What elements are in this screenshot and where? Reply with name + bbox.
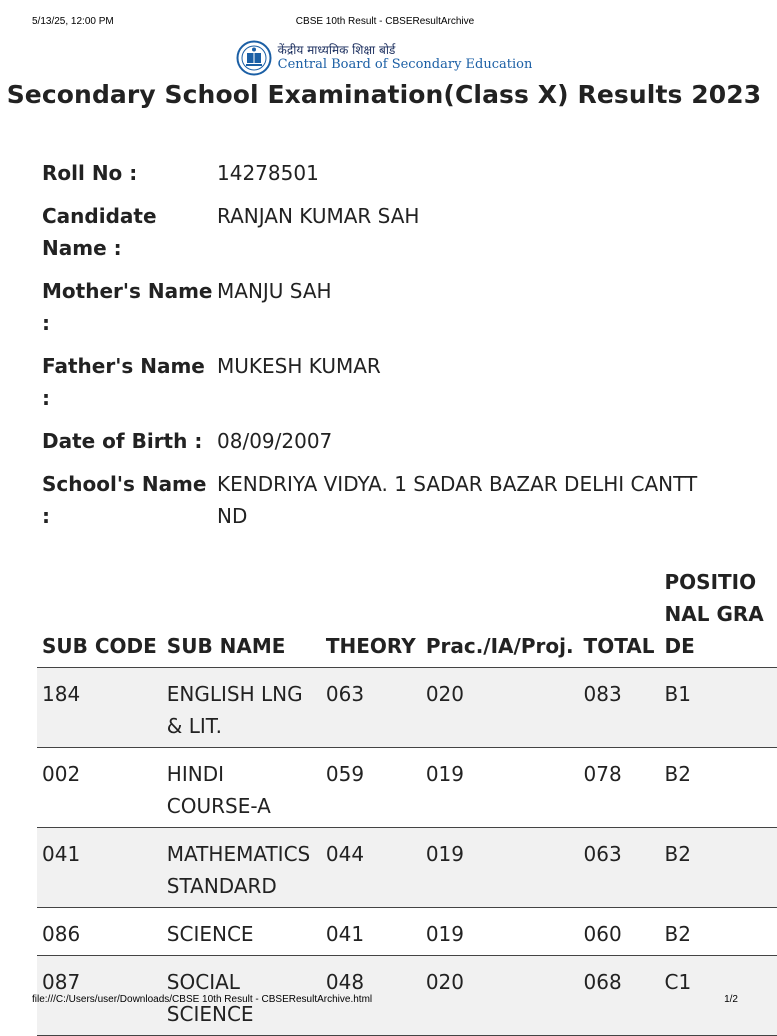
cell-theory: 059 [321,748,421,828]
cbse-emblem-icon [236,40,272,76]
cell-sub-name: HINDI COURSE-A [162,748,321,828]
cell-theory: 063 [321,668,421,748]
cell-sub-code: 184 [37,668,162,748]
cell-grade: B2 [660,828,777,908]
cell-total: 068 [579,956,660,1036]
father-name-row [42,350,732,414]
mother-name-row [42,275,732,339]
cell-practical: 019 [421,908,579,956]
candidate-name-label: Candidate Name : [42,204,157,260]
header-positional-grade [660,562,777,668]
cell-total: 078 [579,748,660,828]
dob-label: Date of Birth : [42,429,203,453]
header-sub-name: SUB NAME [162,562,321,668]
mother-name-label: Mother's Name : [42,279,213,335]
page-title: Secondary School Examination(Class X) Results 2023 [6,80,762,109]
table-row [37,828,777,908]
cell-total: 063 [579,828,660,908]
roll-no-value: 14278501 [217,161,319,185]
print-datetime: 5/13/25, 12:00 PM [32,16,114,27]
cell-sub-code: 086 [37,908,162,956]
cell-practical: 020 [421,956,579,1036]
print-footer [32,994,738,1008]
header-practical: Prac./IA/Proj. [421,562,579,668]
cell-theory: 044 [321,828,421,908]
cell-grade: B2 [660,908,777,956]
mother-name-value: MANJU SAH [217,279,332,303]
cbse-logo [0,38,768,78]
print-document-title: CBSE 10th Result - CBSEResultArchive [295,16,475,27]
cell-sub-code: 041 [37,828,162,908]
cell-practical: 019 [421,828,579,908]
print-header [32,16,738,30]
school-name-value: KENDRIYA VIDYA. 1 SADAR BAZAR DELHI CANTT ND [217,472,698,528]
school-name-row [42,468,732,532]
candidate-details [42,157,732,543]
father-name-value: MUKESH KUMAR [217,354,381,378]
cell-grade: B1 [660,668,777,748]
cell-sub-name: ENGLISH LNG & LIT. [162,668,321,748]
cell-sub-name: SOCIAL SCIENCE [162,956,321,1036]
candidate-name-row [42,200,732,264]
logo-hindi-text: केंद्रीय माध्यमिक शिक्षा बोर्ड [277,43,396,57]
dob-value: 08/09/2007 [217,429,333,453]
cell-sub-name: MATHEMATICS STANDARD [162,828,321,908]
header-total: TOTAL [579,562,660,668]
roll-no-label: Roll No : [42,161,138,185]
cell-practical: 019 [421,748,579,828]
roll-no-row [42,157,732,189]
print-page-number: 1/2 [724,994,738,1005]
cell-sub-code: 002 [37,748,162,828]
school-name-label: School's Name : [42,472,207,528]
candidate-name-value: RANJAN KUMAR SAH [217,204,420,228]
table-row [37,908,777,956]
table-row [37,668,777,748]
header-sub-code: SUB CODE [37,562,162,668]
cell-sub-name: SCIENCE [162,908,321,956]
marks-table-container [37,562,764,1036]
cell-theory: 048 [321,956,421,1036]
marks-table [37,562,777,1036]
cell-total: 083 [579,668,660,748]
dob-row [42,425,732,457]
cell-grade: C1 [660,956,777,1036]
cell-sub-code: 087 [37,956,162,1036]
father-name-label: Father's Name : [42,354,205,410]
header-theory: THEORY [321,562,421,668]
cell-total: 060 [579,908,660,956]
header-positional-grade-text: POSITIONAL GRADE [664,570,764,658]
cell-practical: 020 [421,668,579,748]
logo-english-text: Central Board of Secondary Education [277,57,533,73]
table-header-row [37,562,777,668]
print-file-url: file:///C:/Users/user/Downloads/CBSE 10th Result - CBSEResultArchive.html [32,994,373,1005]
table-row [37,748,777,828]
cell-grade: B2 [660,748,777,828]
cell-theory: 041 [321,908,421,956]
